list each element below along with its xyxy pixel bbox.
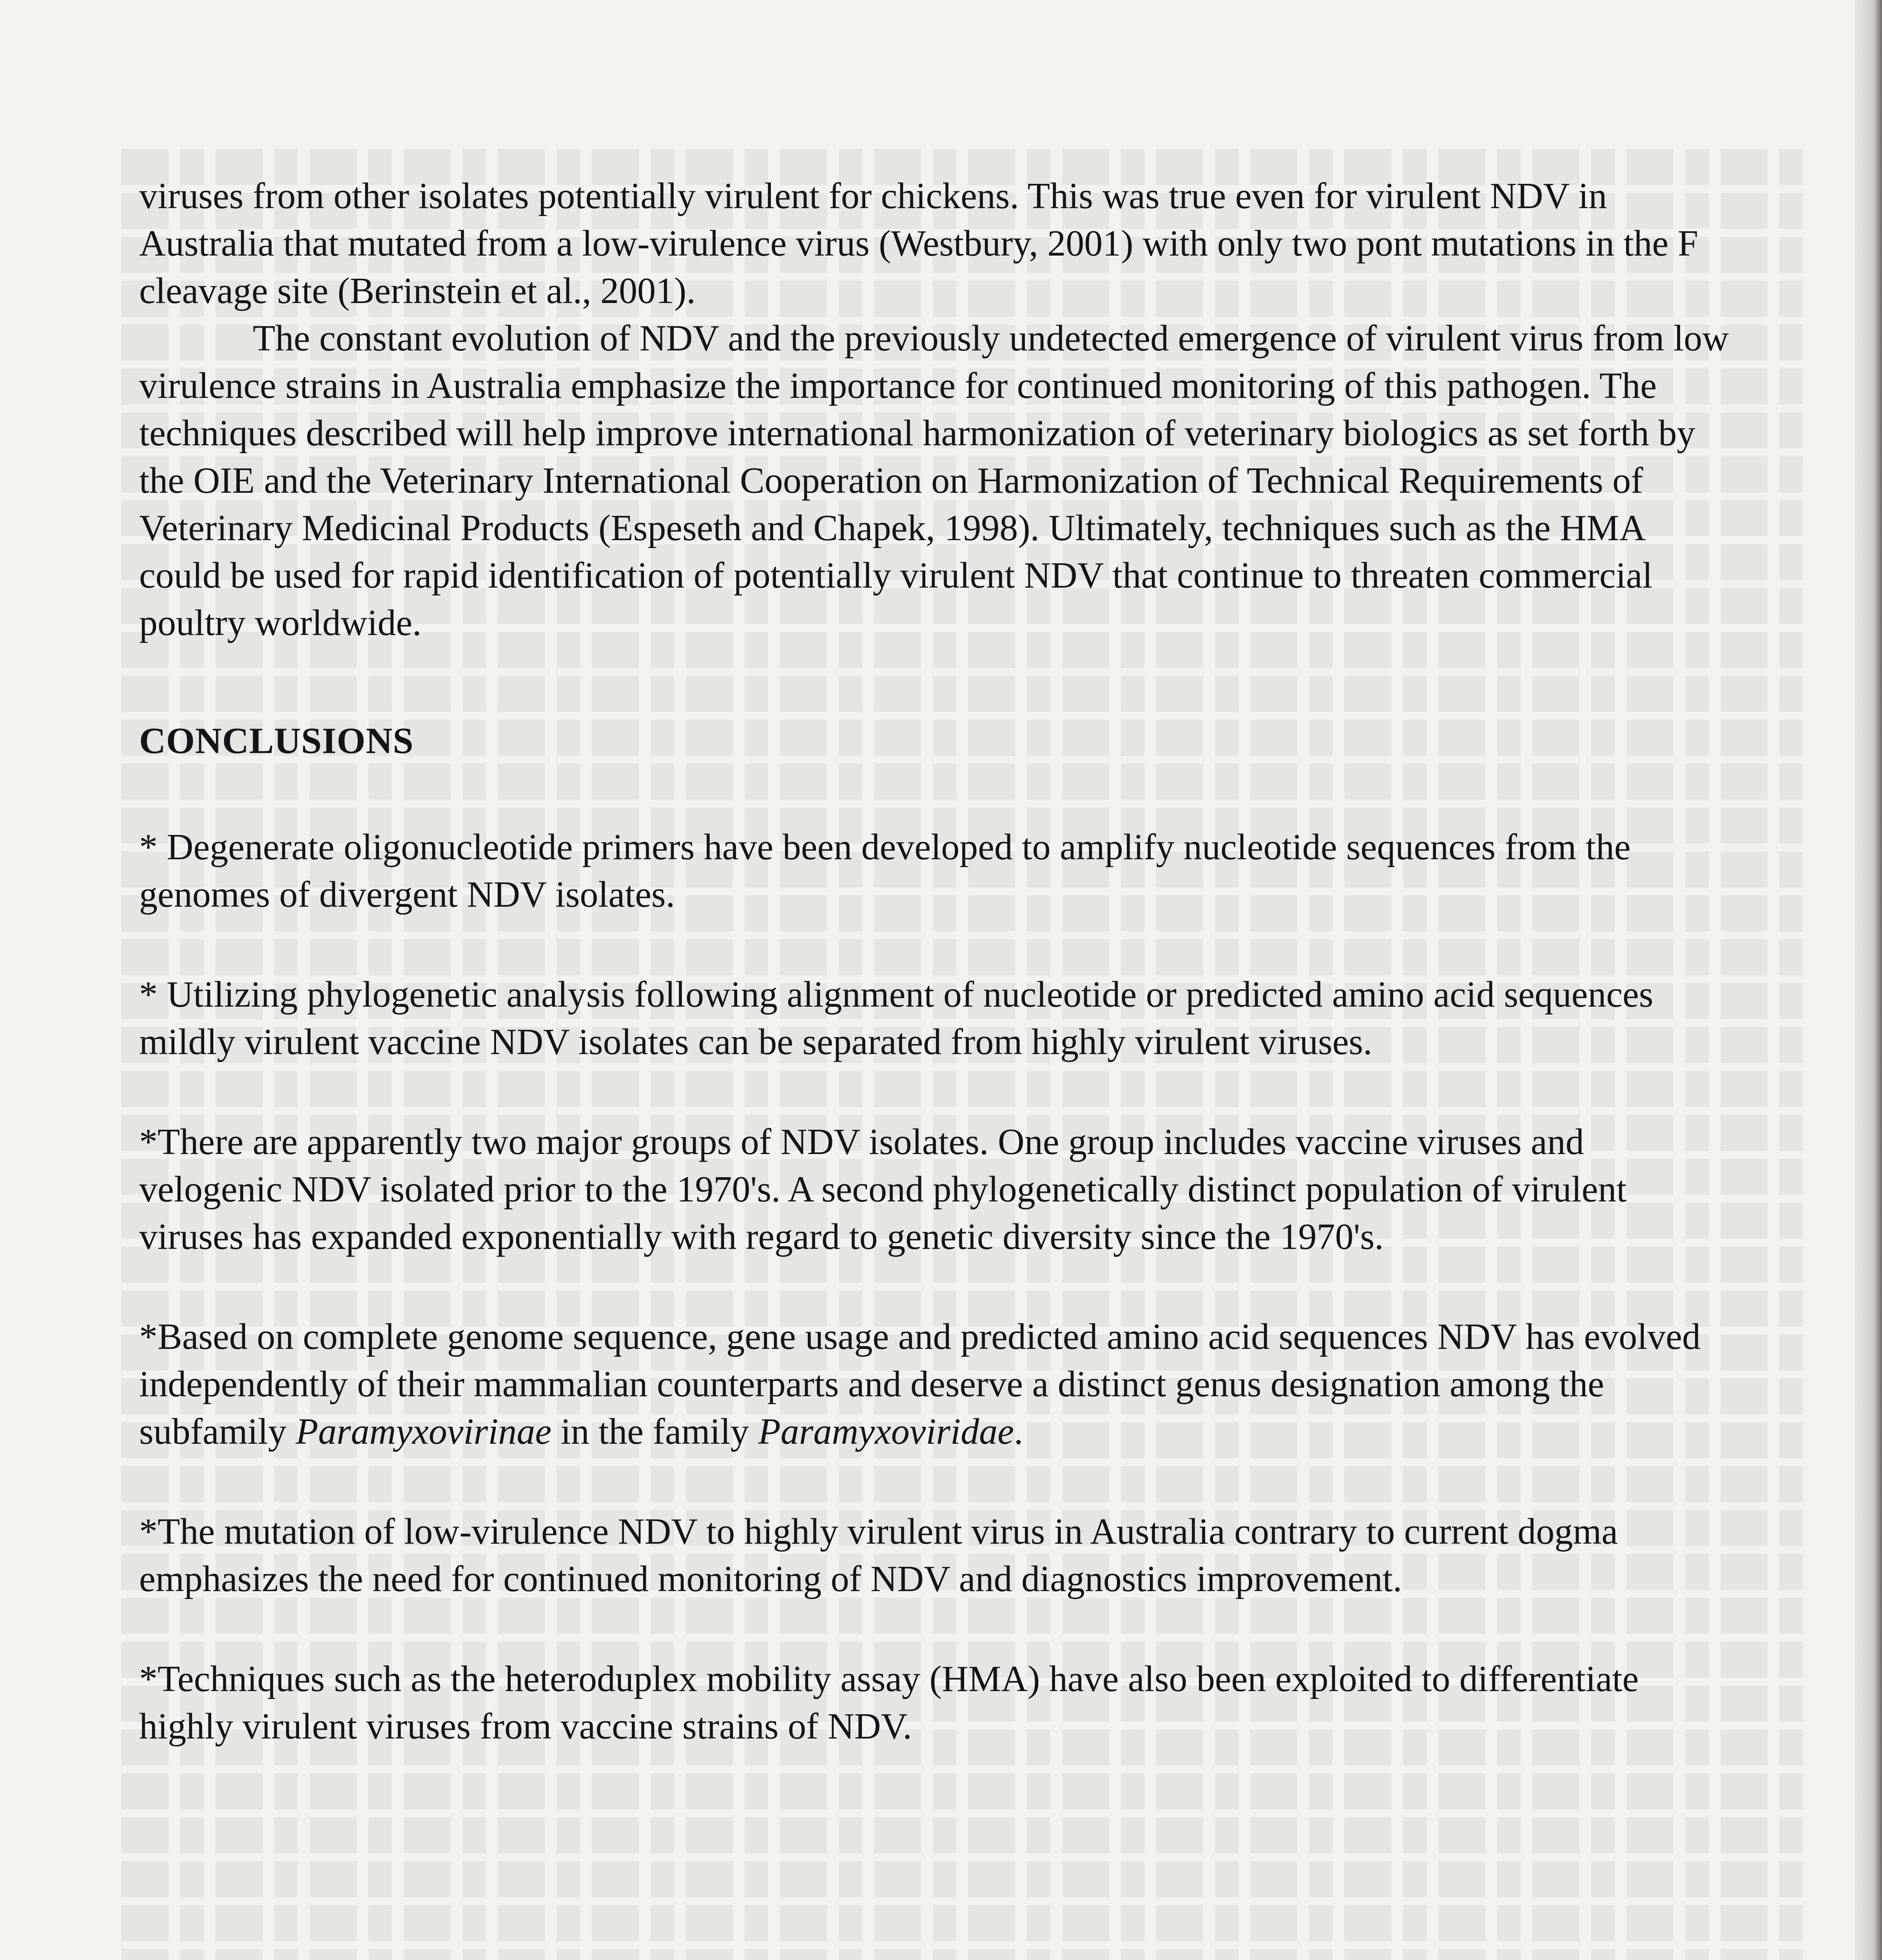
family-name: Paramyxoviridae [758, 1411, 1014, 1452]
subfamily-name: Paramyxovirinae [296, 1411, 552, 1452]
conclusion-text: in the family [551, 1411, 758, 1452]
page-edge-right [1855, 0, 1882, 1960]
conclusion-item: *Techniques such as the heteroduplex mobility assay (HMA) have also been exploited to differentiate highly virulent viruses from vaccine strains of NDV. [139, 1659, 1639, 1747]
conclusion-item: *There are apparently two major groups of NDV isolates. One group includes vaccine viruses and velogenic NDV isolated prior to the 1970's. A second phylogenetically distinct population of virulent viruses has expanded exponentially with regard to genetic diversity since the 1970's. [139, 1122, 1627, 1257]
intro-paragraph-continued: viruses from other isolates potentially virulent for chickens. This was true even for virulent NDV in Australia that mutated from a low-virulence virus (Westbury, 2001) with only two pont mutations in the F cleavage site (Berinstein et al., 2001). [139, 176, 1699, 311]
document-page [139, 172, 1730, 1803]
conclusions-heading: CONCLUSIONS [139, 720, 414, 761]
intro-paragraph: The constant evolution of NDV and the previously undetected emergence of virulent virus from low virulence strains in Australia emphasize the importance for continued monitoring of this pathogen. The techniques described will help improve international harmonization of veterinary biologics as set forth by the OIE and the Veterinary International Cooperation on Harmonization of Technical Requirements of Veterinary Medicinal Products (Espeseth and Chapek, 1998). Ultimately, techniques such as the HMA could be used for rapid identification of potentially virulent NDV that continue to threaten commercial poultry worldwide. [139, 318, 1729, 643]
conclusion-item: *The mutation of low-virulence NDV to highly virulent virus in Australia contrary to current dogma emphasizes the need for continued monitoring of NDV and diagnostics improvement. [139, 1511, 1618, 1599]
conclusion-item: * Degenerate oligonucleotide primers have been developed to amplify nucleotide sequences from the genomes of divergent NDV isolates. [139, 827, 1631, 915]
conclusion-text: . [1014, 1411, 1023, 1452]
conclusion-text: *Based on complete genome sequence, gene usage and predicted amino acid sequences NDV has evolved independently of their mammalian counterparts and deserve a distinct genus designation among the subfamily [139, 1316, 1701, 1452]
conclusion-item: * Utilizing phylogenetic analysis following alignment of nucleotide or predicted amino acid sequences mildly virulent vaccine NDV isolates can be separated from highly virulent viruses. [139, 974, 1654, 1062]
conclusion-item [139, 1313, 1730, 1455]
